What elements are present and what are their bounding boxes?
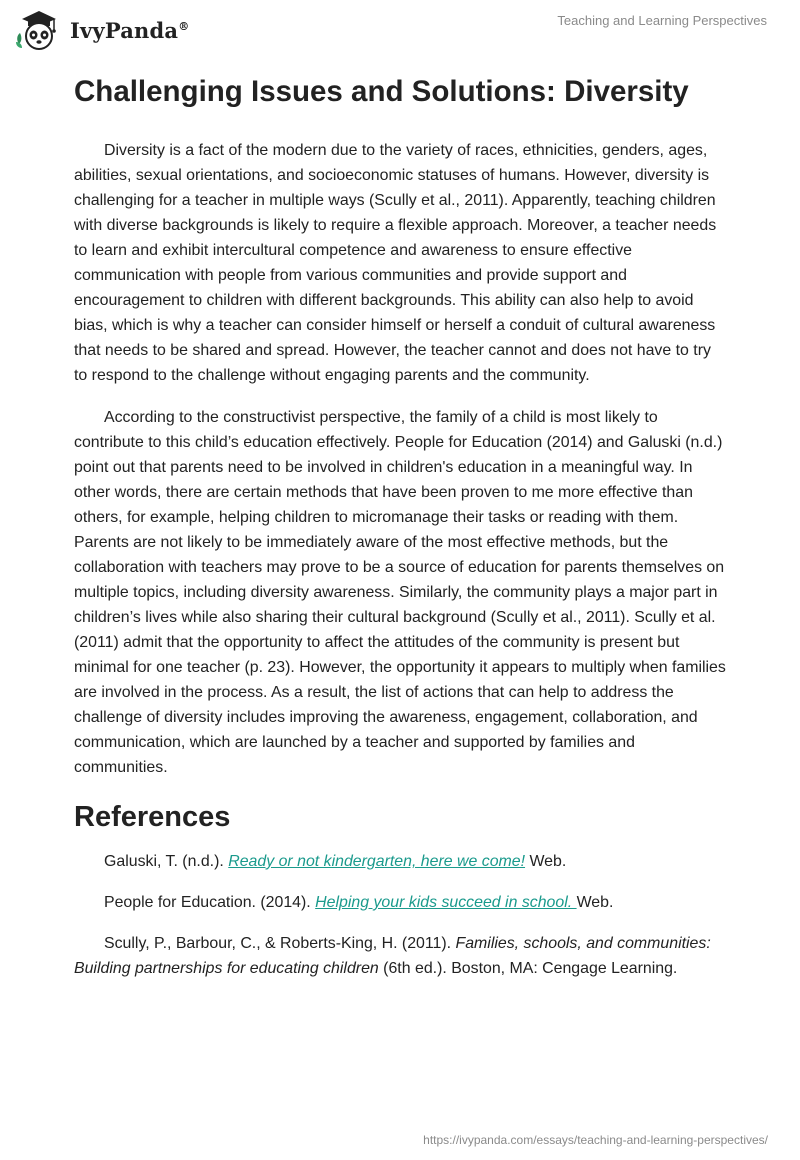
brand-logo[interactable] (14, 8, 189, 52)
source-url[interactable]: https://ivypanda.com/essays/teaching-and-learning-perspectives/ (423, 1133, 768, 1147)
references-heading: References (74, 801, 231, 833)
panda-logo-icon (14, 8, 64, 52)
document-title: Teaching and Learning Perspectives (557, 13, 767, 28)
reference-title: Families, schools, and communities: Building partnerships for educating children (74, 935, 711, 977)
reference-link[interactable]: Ready or not kindergarten, here we come! (228, 853, 526, 870)
article-content (74, 72, 726, 997)
paragraph: Diversity is a fact of the modern due to the variety of races, ethnicities, genders, ages, abilities, sexual orientations, and socioeconomic statuses of humans. However, diversity is challenging for a teacher in multiple ways (Scully et al., 2011). Apparently, teaching children with diverse backgrounds is likely to require a flexible approach. Moreover, a teacher needs to learn and exhibit intercultural competence and awareness to ensure effective communication with people from various communities and provide support and encouragement to children with different backgrounds. This ability can also help to avoid bias, which is why a teacher can consider himself or herself a conduit of cultural awareness that needs to be shared and spread. However, the teacher cannot and does not have to try to respond to the challenge without engaging parents and the community. (74, 142, 717, 384)
paragraph: According to the constructivist perspective, the family of a child is most likely to contribute to this child’s education effectively. People for Education (2014) and Galuski (n.d.) point out that parents need to be involved in children's education in a meaningful way. In other words, there are certain methods that have been proven to me more effective than others, for example, helping children to micromanage their tasks or reading with them. Parents are not likely to be immediately aware of the most effective methods, but the collaboration with teachers may prove to be a source of education for parents themselves on multiple topics, including diversity awareness. Similarly, the community plays a major part in children’s lives while also sharing their cultural background (Scully et al., 2011). Scully et al. (2011) admit that the opportunity to affect the attitudes of the community is present but minimal for one teacher (p. 23). However, the opportunity it appears to multiply when families are involved in the process. As a result, the list of actions that can help to address the challenge of diversity includes improving the awareness, engagement, collaboration, and communication, which are launched by a teacher and supported by families and communities. (74, 409, 726, 776)
registered-mark: ® (178, 19, 190, 33)
reference-item: Galuski, T. (n.d.). Ready or not kindergarten, here we come! Web. (104, 853, 567, 870)
page-header (0, 0, 800, 64)
reference-item: Scully, P., Barbour, C., & Roberts-King, H. (2011). Families, schools, and communities: Building partnerships for educating children (6th ed.). Boston, MA: Cengage Learning. (74, 935, 711, 977)
reference-item: People for Education. (2014). Helping your kids succeed in school. Web. (104, 894, 614, 911)
reference-link[interactable]: Helping your kids succeed in school. (315, 894, 577, 911)
page-title: Challenging Issues and Solutions: Diversity (74, 75, 689, 108)
brand-name: IvyPanda® (70, 17, 190, 43)
